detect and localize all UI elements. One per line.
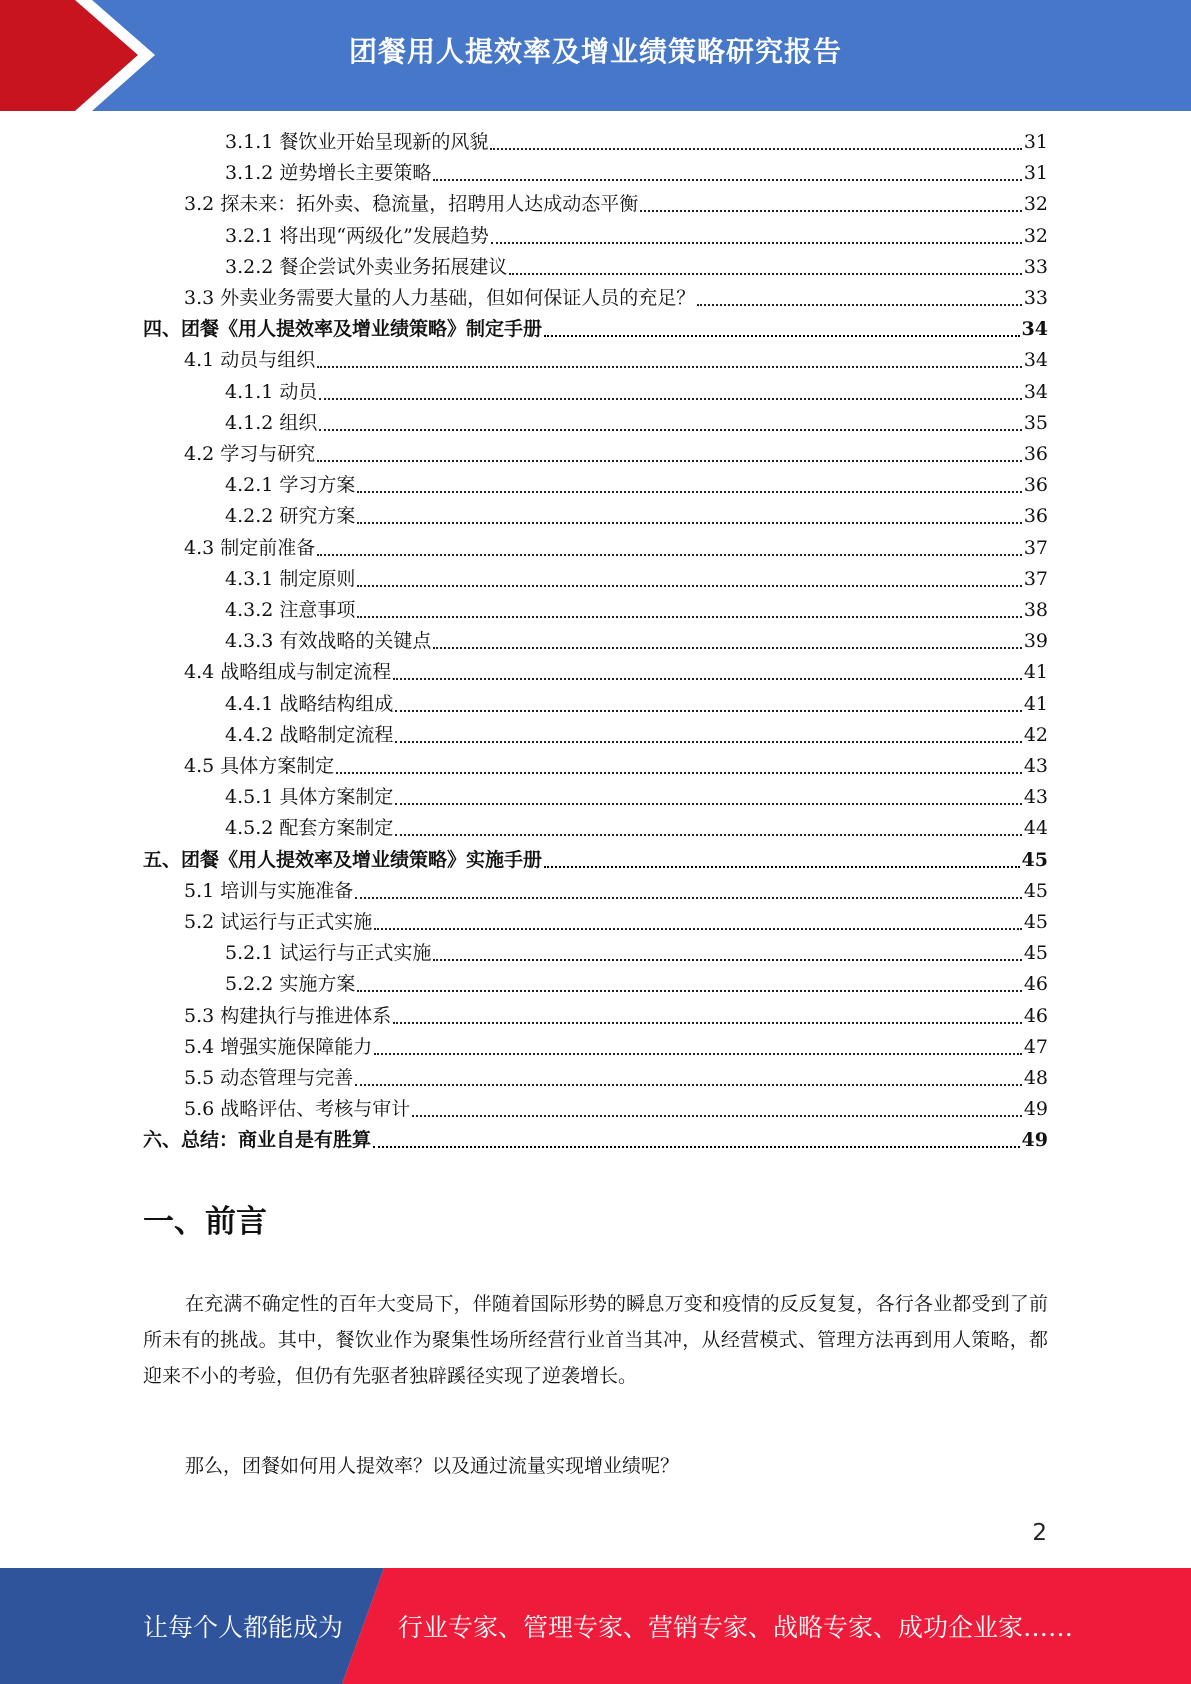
- toc-entry-label: 4.1.1 动员: [225, 380, 318, 403]
- toc-entry-label: 5.3 构建执行与推进体系: [184, 1004, 392, 1027]
- toc-entry-page: 31: [1023, 131, 1048, 153]
- toc-dot-leader: [319, 428, 1021, 431]
- toc-entry-label: 4.5.2 配套方案制定: [225, 817, 394, 840]
- toc-entry-label: 4.2.2 研究方案: [225, 505, 356, 528]
- toc-entry-page: 33: [1023, 287, 1048, 309]
- toc-entry-label: 5.1 培训与实施准备: [184, 879, 354, 902]
- toc-entry-label: 5.2.2 实施方案: [225, 973, 356, 996]
- toc-entry[interactable]: [184, 1032, 1048, 1063]
- toc-dot-leader: [640, 209, 1022, 212]
- toc-entry-page: 45: [1023, 942, 1048, 965]
- toc-entry-label: 六、总结：商业自是有胜算: [143, 1129, 372, 1152]
- toc-entry-label: 5.6 战略评估、考核与审计: [184, 1098, 411, 1121]
- toc-entry[interactable]: [184, 533, 1048, 564]
- toc-entry[interactable]: [225, 938, 1048, 969]
- toc-entry[interactable]: [184, 751, 1048, 782]
- toc-entry-page: 32: [1023, 193, 1048, 216]
- toc-entry-page: 45: [1023, 879, 1048, 902]
- toc-entry-page: 37: [1023, 567, 1048, 590]
- toc-entry[interactable]: [184, 345, 1048, 376]
- document-title: 团餐用人提效率及增业绩策略研究报告: [348, 35, 842, 68]
- toc-entry-page: 39: [1023, 630, 1048, 653]
- toc-entry-label: 4.3.1 制定原则: [225, 567, 356, 590]
- toc-entry[interactable]: [184, 283, 1048, 314]
- toc-entry-label: 3.1.2 逆势增长主要策略: [225, 162, 432, 185]
- toc-dot-leader: [412, 1114, 1022, 1117]
- toc-entry-page: 34: [1023, 349, 1048, 372]
- toc-entry-page: 49: [1023, 1098, 1048, 1121]
- toc-entry[interactable]: [225, 689, 1048, 720]
- toc-entry-page: 34: [1023, 380, 1048, 403]
- toc-entry-label: 5.2 试运行与正式实施: [184, 911, 373, 933]
- toc-dot-leader: [395, 740, 1021, 743]
- toc-entry-label: 3.2 探未来：拓外卖、稳流量，招聘用人达成动态平衡: [184, 193, 639, 216]
- toc-entry[interactable]: [225, 408, 1048, 439]
- toc-entry-label: 4.4.2 战略制定流程: [225, 723, 394, 746]
- toc-entry-page: 43: [1023, 786, 1048, 809]
- toc-dot-leader: [433, 646, 1021, 649]
- toc-entry[interactable]: [225, 470, 1048, 501]
- toc-entry-label: 4.5 具体方案制定: [184, 755, 335, 777]
- toc-entry-page: 44: [1023, 817, 1048, 840]
- toc-entry-label: 4.5.1 具体方案制定: [225, 786, 394, 809]
- toc-entry[interactable]: [184, 1094, 1048, 1125]
- toc-entry-label: 3.3 外卖业务需要大量的人力基础，但如何保证人员的充足？: [184, 287, 696, 309]
- toc-entry-page: 31: [1023, 162, 1048, 185]
- toc-dot-leader: [317, 553, 1022, 556]
- toc-entry[interactable]: [184, 189, 1048, 220]
- toc-entry[interactable]: [184, 907, 1048, 938]
- toc-dot-leader: [357, 490, 1021, 493]
- intro-paragraph-1: 在充满不确定性的百年大变局下，伴随着国际形势的瞬息万变和疫情的反反复复，各行各业都受到了前所未有的挑战。其中，餐饮业作为聚集性场所经营行业首当其冲，从经营模式、管理方法再到用人策略，都迎来不小的考验，但仍有先驱者独辟蹊径实现了逆袭增长。: [143, 1293, 1048, 1387]
- toc-entry-page: 41: [1023, 692, 1048, 715]
- toc-entry[interactable]: [184, 439, 1048, 470]
- toc-entry[interactable]: [143, 1125, 1048, 1156]
- toc-entry-label: 四、团餐《用人提效率及增业绩策略》制定手册: [143, 318, 543, 341]
- toc-entry-page: 49: [1021, 1129, 1048, 1152]
- toc-entry-label: 4.4.1 战略结构组成: [225, 692, 394, 715]
- toc-entry-page: 36: [1023, 443, 1048, 465]
- toc-entry-page: 46: [1023, 1004, 1048, 1027]
- toc-dot-leader: [336, 771, 1022, 774]
- toc-entry[interactable]: [225, 158, 1048, 189]
- header-arrow-decoration: [0, 0, 160, 111]
- toc-entry-label: 4.3 制定前准备: [184, 536, 316, 559]
- toc-entry-label: 4.3.2 注意事项: [225, 599, 356, 621]
- toc-entry-page: 47: [1023, 1035, 1048, 1058]
- toc-entry-page: 34: [1021, 318, 1048, 341]
- toc-entry-label: 5.4 增强实施保障能力: [184, 1035, 373, 1058]
- toc-dot-leader: [355, 896, 1022, 899]
- toc-entry-page: 36: [1023, 474, 1048, 497]
- toc-entry[interactable]: [225, 501, 1048, 532]
- toc-entry[interactable]: [225, 969, 1048, 1000]
- toc-entry-page: 32: [1023, 224, 1048, 247]
- toc-entry-page: 33: [1023, 255, 1048, 278]
- toc-dot-leader: [357, 989, 1021, 992]
- toc-entry-label: 5.2.1 试运行与正式实施: [225, 942, 432, 965]
- toc-dot-leader: [355, 1083, 1022, 1086]
- toc-entry-label: 4.3.3 有效战略的关键点: [225, 630, 432, 653]
- toc-dot-leader: [374, 927, 1022, 930]
- toc-entry[interactable]: [225, 564, 1048, 595]
- toc-entry-label: 4.2 学习与研究: [184, 443, 316, 465]
- toc-dot-leader: [433, 958, 1021, 961]
- toc-entry[interactable]: [225, 252, 1048, 283]
- toc-entry[interactable]: [143, 845, 1048, 876]
- toc-entry-label: 5.5 动态管理与完善: [184, 1067, 354, 1089]
- toc-dot-leader: [373, 1145, 1020, 1148]
- toc-dot-leader: [491, 241, 1022, 244]
- page-header: [0, 0, 1191, 111]
- toc-dot-leader: [393, 677, 1022, 680]
- toc-dot-leader: [357, 584, 1021, 587]
- toc-entry-page: 43: [1023, 755, 1048, 777]
- toc-entry[interactable]: [184, 657, 1048, 688]
- intro-paragraph-2: 那么，团餐如何用人提效率？以及通过流量实现增业绩呢？: [185, 1455, 680, 1477]
- toc-dot-leader: [395, 802, 1021, 805]
- toc-entry-label: 3.2.1 将出现“两级化”发展趋势: [225, 224, 489, 247]
- toc-entry-page: 48: [1023, 1067, 1048, 1089]
- toc-entry[interactable]: [184, 876, 1048, 907]
- toc-entry[interactable]: [225, 813, 1048, 844]
- toc-dot-leader: [395, 833, 1021, 836]
- toc-entry-page: 36: [1023, 505, 1048, 528]
- toc-entry[interactable]: [225, 782, 1048, 813]
- toc-entry-label: 4.1.2 组织: [225, 411, 318, 434]
- toc-entry-page: 38: [1023, 599, 1048, 621]
- toc-dot-leader: [509, 272, 1021, 275]
- toc-entry-page: 41: [1023, 661, 1048, 684]
- toc-entry[interactable]: [225, 720, 1048, 751]
- toc-entry-label: 4.2.1 学习方案: [225, 474, 356, 497]
- toc-dot-leader: [317, 459, 1022, 462]
- toc-entry-page: 46: [1023, 973, 1048, 996]
- toc-entry-label: 4.4 战略组成与制定流程: [184, 661, 392, 684]
- toc-entry-page: 45: [1023, 911, 1048, 933]
- toc-dot-leader: [374, 1052, 1022, 1055]
- toc-dot-leader: [544, 334, 1020, 337]
- toc-entry[interactable]: [225, 595, 1048, 626]
- toc-entry-label: 4.1 动员与组织: [184, 349, 316, 372]
- page-footer: [0, 1568, 1191, 1684]
- toc-dot-leader: [317, 365, 1022, 368]
- footer-slogan-left: 让每个人都能成为: [143, 1613, 344, 1642]
- toc-dot-leader: [357, 521, 1021, 524]
- page-number: 2: [1032, 1520, 1047, 1546]
- toc-entry[interactable]: [225, 221, 1048, 252]
- toc-dot-leader: [393, 1021, 1022, 1024]
- toc-dot-leader: [544, 865, 1020, 868]
- toc-entry[interactable]: [143, 314, 1048, 345]
- toc-entry-page: 37: [1023, 536, 1048, 559]
- toc-entry-label: 五、团餐《用人提效率及增业绩策略》实施手册: [143, 848, 543, 871]
- toc-entry[interactable]: [184, 1001, 1048, 1032]
- toc-entry[interactable]: [225, 377, 1048, 408]
- toc-dot-leader: [490, 147, 1021, 150]
- toc-entry[interactable]: [225, 127, 1048, 158]
- section-heading: 一、前言: [143, 1204, 267, 1240]
- toc-dot-leader: [433, 178, 1021, 181]
- toc-entry[interactable]: [225, 626, 1048, 657]
- toc-entry[interactable]: [184, 1063, 1048, 1094]
- toc-entry-page: 45: [1021, 848, 1048, 871]
- toc-entry-page: 35: [1023, 411, 1048, 434]
- footer-slogan-right: 行业专家、管理专家、营销专家、战略专家、成功企业家……: [398, 1613, 1074, 1642]
- toc-dot-leader: [319, 397, 1021, 400]
- toc-entry-label: 3.2.2 餐企尝试外卖业务拓展建议: [225, 255, 508, 278]
- toc-dot-leader: [357, 615, 1021, 618]
- toc-dot-leader: [697, 303, 1022, 306]
- toc-entry-label: 3.1.1 餐饮业开始呈现新的风貌: [225, 131, 489, 153]
- toc-dot-leader: [395, 709, 1021, 712]
- toc-entry-page: 42: [1023, 723, 1048, 746]
